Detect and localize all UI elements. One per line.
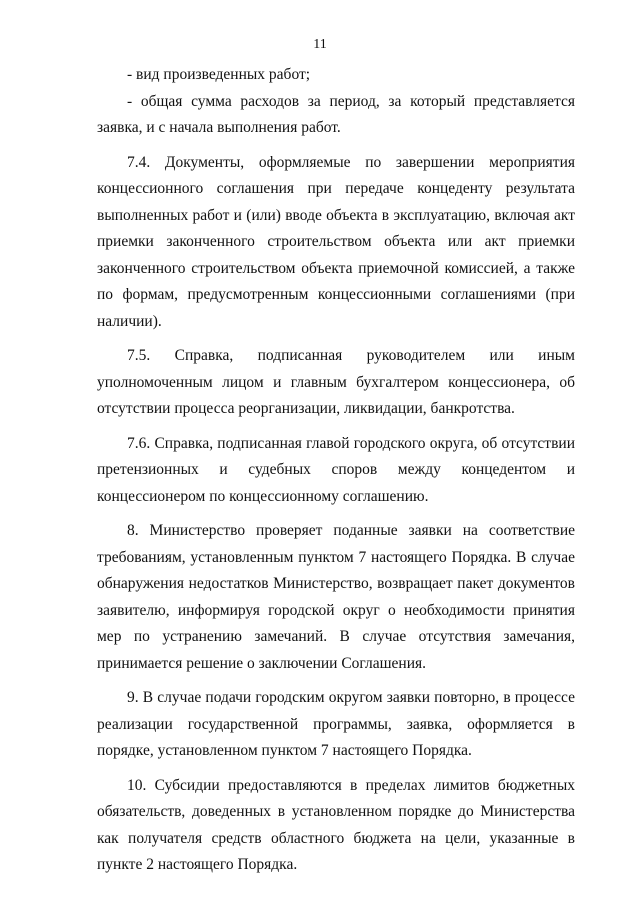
paragraph-list-item-work-type: - вид произведенных работ;: [127, 66, 311, 83]
paragraph-9: 9. В случае подачи городским округом заявки повторно, в процессе реализации государственной программы, заявка, оформляется в порядке, установленном пунктом 7 настоящего Порядка.: [97, 689, 575, 759]
paragraph-7-6: 7.6. Справка, подписанная главой городского округа, об отсутствии претензионных и судебных споров между концедентом и концессионером по концессионному соглашению.: [97, 434, 575, 505]
paragraph-10: 10. Субсидии предоставляются в пределах лимитов бюджетных обязательств, доведенных в установленном порядке до Министерства как получателя средств областного бюджета на цели, указанные в пункте 2 настоящего Порядка.: [97, 776, 575, 873]
page-number: 11: [313, 37, 327, 52]
paragraph-7-4: 7.4. Документы, оформляемые по завершении мероприятия концессионного соглашения при передаче концеденту результата выполненных работ и (или) вводе объекта в эксплуатацию, включая акт приемки законченного строительством объекта или акт приемки законченного строительством объекта приемочной комиссией, а также по формам, предусмотренным концессионными соглашениями (при наличии).: [97, 153, 575, 330]
document-body: [97, 62, 575, 887]
paragraph-8: 8. Министерство проверяет поданные заявки на соответствие требованиям, установленным пунктом 7 настоящего Порядка. В случае обнаружения недостатков Министерство, возвращает пакет документов заявителю, информируя городской округ о необходимости принятия мер по устранению замечаний. В случае отсутствия замечания, принимается решение о заключении Соглашения.: [97, 522, 575, 672]
paragraph-list-item-total-expenses: - общая сумма расходов за период, за который представляется заявка, и с начала выполнения работ.: [97, 92, 575, 136]
paragraph-7-5: 7.5. Справка, подписанная руководителем или иным уполномоченным лицом и главным бухгалтером концессионера, об отсутствии процесса реорганизации, ликвидации, банкротства.: [97, 347, 575, 417]
